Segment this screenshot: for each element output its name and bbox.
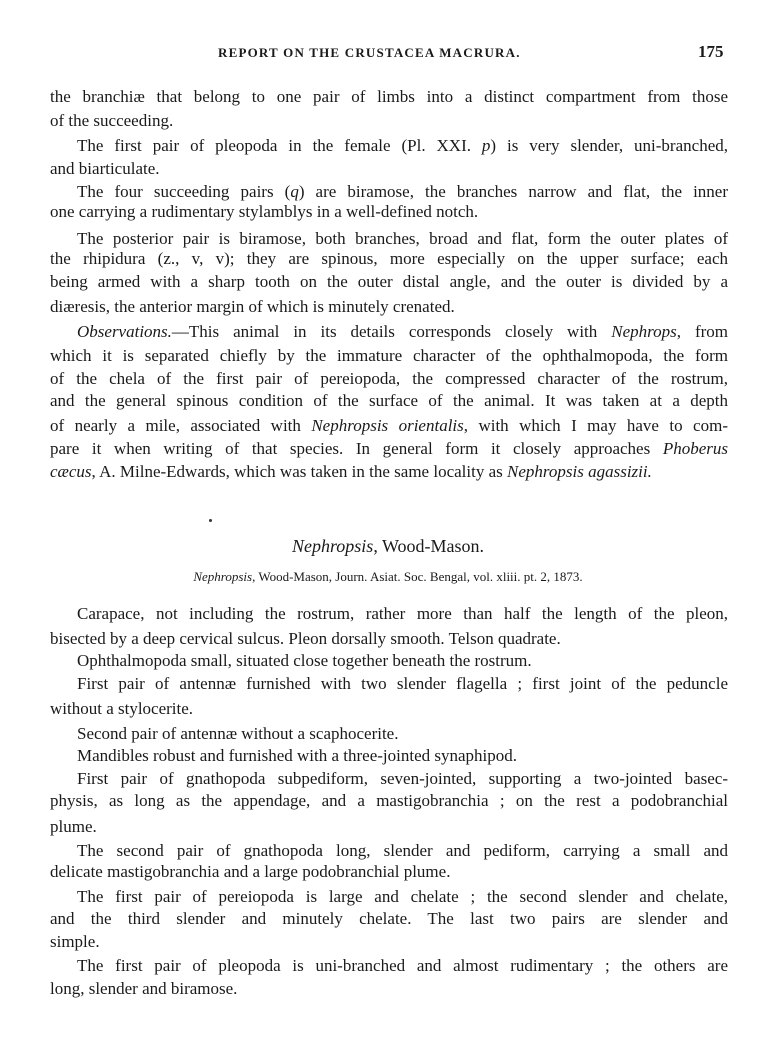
text-line bbox=[50, 159, 728, 179]
text-line bbox=[50, 297, 728, 317]
text-line bbox=[50, 369, 728, 389]
text-line bbox=[50, 346, 728, 366]
text-run: of nearly a mile, associated with bbox=[50, 416, 312, 435]
text-run: The second pair of gnathopoda long, slender and pediform, carrying a small and bbox=[77, 841, 728, 860]
text-line bbox=[50, 629, 728, 649]
text-line bbox=[50, 909, 728, 929]
text-run: bisected by a deep cervical sulcus. Pleon dorsally smooth. Telson quadrate. bbox=[50, 629, 561, 648]
text-run: , A. Milne-Edwards, which was taken in the same locality as bbox=[91, 462, 508, 481]
text-run: of the chela of the first pair of pereiopoda, the compressed character of the rostrum, bbox=[50, 369, 728, 388]
text-run: Mandibles robust and furnished with a three-jointed synaphipod. bbox=[77, 746, 518, 765]
italic-text: Phoberus bbox=[662, 439, 728, 458]
text-run: and biarticulate. bbox=[50, 159, 160, 178]
text-run: being armed with a sharp tooth on the outer distal angle, and the outer is divided by a bbox=[50, 272, 728, 291]
text-line bbox=[77, 841, 728, 861]
text-run: Second pair of antennæ without a scaphocerite. bbox=[77, 724, 399, 743]
text-run: of the succeeding. bbox=[50, 111, 174, 130]
text-run: the rhipidura (z., v, v); they are spinous, more especially on the upper surface; each bbox=[50, 249, 728, 268]
text-run: without a stylocerite. bbox=[50, 699, 194, 718]
text-line bbox=[50, 932, 728, 952]
text-run: and the general spinous condition of the surface of the animal. It was taken at a depth bbox=[50, 391, 728, 410]
text-line bbox=[50, 791, 728, 811]
text-run: The first pair of pereiopoda is large and chelate ; the second slender and chelate, bbox=[77, 887, 728, 906]
text-run: , from bbox=[676, 322, 729, 341]
text-line bbox=[50, 979, 728, 999]
italic-text: cæcus bbox=[50, 462, 92, 481]
text-run: plume. bbox=[50, 817, 97, 836]
text-run: pare it when writing of that species. In general form it closely approaches bbox=[50, 439, 663, 458]
text-line bbox=[50, 699, 728, 719]
speck bbox=[209, 519, 212, 522]
text-line bbox=[77, 136, 728, 156]
text-run: The first pair of pleopoda is uni-branched and almost rudimentary ; the others are bbox=[77, 956, 728, 975]
italic-text: Nephrops bbox=[611, 322, 677, 341]
text-line bbox=[50, 111, 728, 131]
text-run: The posterior pair is biramose, both branches, broad and flat, form the outer plates of bbox=[77, 229, 728, 248]
genus-heading bbox=[0, 536, 776, 557]
genus-heading-italic: Nephropsis bbox=[291, 536, 374, 556]
text-line bbox=[77, 182, 728, 202]
running-header: REPORT ON THE CRUSTACEA MACRURA. bbox=[218, 45, 521, 60]
text-run: , with which I may have to com- bbox=[463, 416, 728, 435]
text-run: First pair of antennæ furnished with two slender flagella ; first joint of the peduncle bbox=[77, 674, 728, 693]
citation-text: , Wood-Mason, Journ. Asiat. Soc. Bengal, vol. xliii. pt. 2, 1873. bbox=[252, 569, 583, 584]
text-run: one carrying a rudimentary stylamblys in a well-defined notch. bbox=[50, 202, 479, 221]
text-line bbox=[77, 746, 728, 766]
text-line bbox=[77, 956, 728, 976]
text-line bbox=[50, 272, 728, 292]
text-run: The first pair of pleopoda in the female (Pl. XXI. bbox=[77, 136, 482, 155]
text-line bbox=[50, 462, 728, 482]
text-line bbox=[50, 862, 728, 882]
page-number: 175 bbox=[698, 42, 724, 61]
text-line bbox=[77, 674, 728, 694]
text-line bbox=[77, 604, 728, 624]
text-run: diæresis, the anterior margin of which is minutely crenated. bbox=[50, 297, 455, 316]
text-run: First pair of gnathopoda subpediform, seven-jointed, supporting a two-jointed basec- bbox=[77, 769, 728, 788]
text-run: ) are biramose, the branches narrow and flat, the inner bbox=[298, 182, 728, 201]
genus-heading-author: , Wood-Mason. bbox=[373, 536, 485, 556]
text-line bbox=[77, 229, 728, 249]
text-run: —This animal in its details corresponds closely with bbox=[171, 322, 612, 341]
text-line bbox=[50, 391, 728, 411]
italic-text: p bbox=[481, 136, 491, 155]
text-line bbox=[50, 439, 728, 459]
text-run: ) is very slender, uni-branched, bbox=[490, 136, 728, 155]
text-line bbox=[77, 322, 728, 342]
text-line bbox=[77, 769, 728, 789]
text-run: Ophthalmopoda small, situated close together beneath the rostrum. bbox=[77, 651, 532, 670]
text-run: the branchiæ that belong to one pair of limbs into a distinct compartment from those bbox=[50, 87, 728, 106]
text-line bbox=[50, 249, 728, 269]
text-run: physis, as long as the appendage, and a mastigobranchia ; on the rest a podobranchial bbox=[50, 791, 728, 810]
text-line bbox=[50, 817, 728, 837]
text-run: which it is separated chiefly by the immature character of the ophthalmopoda, the form bbox=[50, 346, 728, 365]
text-line bbox=[77, 724, 728, 744]
text-line bbox=[50, 416, 728, 436]
italic-text: Nephropsis orientalis bbox=[311, 416, 464, 435]
citation-italic: Nephropsis bbox=[193, 569, 253, 584]
italic-text: q bbox=[290, 182, 299, 201]
text-run: delicate mastigobranchia and a large podobranchial plume. bbox=[50, 862, 451, 881]
text-line bbox=[77, 651, 728, 671]
genus-citation bbox=[0, 569, 776, 585]
text-line bbox=[50, 87, 728, 107]
text-run: The four succeeding pairs ( bbox=[77, 182, 291, 201]
italic-text: Nephropsis agassizii. bbox=[507, 462, 652, 481]
text-line bbox=[77, 887, 728, 907]
text-run: and the third slender and minutely chelate. The last two pairs are slender and bbox=[50, 909, 728, 928]
text-run: simple. bbox=[50, 932, 100, 951]
italic-text: Observations. bbox=[77, 322, 172, 341]
text-run: long, slender and biramose. bbox=[50, 979, 238, 998]
text-line bbox=[50, 202, 728, 222]
text-run: Carapace, not including the rostrum, rather more than half the length of the pleon, bbox=[77, 604, 728, 623]
